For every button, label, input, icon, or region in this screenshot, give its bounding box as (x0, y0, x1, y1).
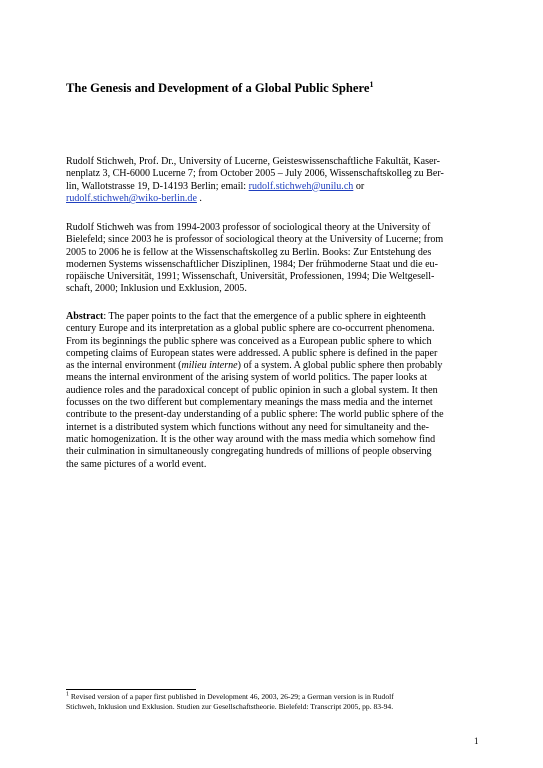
bio-line: modernen Systems wissenschaftlicher Disziplinen, 1984; Der frühmoderne Staat und die eu- (66, 258, 438, 270)
footnote-text: Revised version of a paper first published in Development 46, 2003, 26-29; a German version is in Rudolf (69, 692, 394, 701)
author-info-or: or (353, 180, 365, 192)
paper-title (66, 80, 486, 96)
author-info-line: Rudolf Stichweh, Prof. Dr., University of Lucerne, Geisteswissenschaftliche Fakultät, Kaser- (66, 156, 440, 167)
abstract-first-line-text: : The paper points to the fact that the emergence of a public sphere in eighteenth (103, 311, 426, 322)
author-info-line (66, 181, 482, 193)
bio-line: 2005 to 2006 he is fellow at the Wissenschaftskolleg zu Berlin. Books: Zur Entstehung des (66, 246, 432, 258)
footnote-line: Stichweh, Inklusion und Exklusion. Studien zur Gesellschaftstheorie. Bielefeld: Transcript 2005, pp. 83-94. (66, 702, 394, 711)
abstract-line: From its beginnings the public sphere was conceived as a European public sphere to which (66, 335, 432, 347)
abstract-label: Abstract (66, 311, 104, 322)
abstract-line: competing claims of European states were addressed. A public sphere is defined in the paper (66, 347, 438, 359)
bio-line: schaft, 2000; Inklusion und Exklusion, 2005. (66, 283, 247, 295)
footnote-mark: 1 (66, 691, 69, 698)
bio-line: ropäische Universität, 1991; Wissenschaft, Universität, Professionen, 1994; Die Weltgesell- (66, 271, 435, 283)
author-info-line (66, 193, 482, 205)
abstract-line: matic homogenization. It is the other way around with the mass media which somehow find (66, 433, 436, 445)
abstract-text: as the internal environment ( (66, 360, 182, 372)
author-info-period: . (196, 192, 202, 204)
abstract-line (66, 311, 482, 323)
footnote-line (66, 692, 486, 702)
title-footnote-mark[interactable]: 1 (369, 79, 374, 89)
abstract-line: their culmination in simultaneously congregating hundreds of millions of people observing (66, 446, 432, 458)
abstract-line: focusses on the two different but complementary meanings the mass media and the internet (66, 397, 433, 409)
abstract-line: century Europe and its interpretation as a global public sphere are co-occurrent phenomena. (66, 323, 435, 335)
author-address-text: lin, Wallotstrasse 19, D-14193 Berlin; email: (66, 180, 249, 192)
bio-line: Rudolf Stichweh was from 1994-2003 professor of sociological theory at the University of (66, 222, 431, 233)
page-number: 1 (474, 736, 479, 746)
footnote (66, 692, 486, 712)
author-info-line: nenplatz 3, CH-6000 Lucerne 7; from October 2005 – July 2006, Wissenschaftskolleg zu Ber- (66, 168, 444, 180)
bio-line: Bielefeld; since 2003 he is professor of sociological theory at the University of Lucerne; from (66, 234, 444, 246)
author-info (66, 156, 482, 205)
author-bio (66, 222, 482, 296)
abstract (66, 311, 482, 471)
abstract-line: contribute to the present-day understanding of a public sphere: The world public sphere of the (66, 409, 444, 421)
paper-title-text: The Genesis and Development of a Global Public Sphere (66, 81, 370, 95)
abstract-line: internet is a distributed system which functions without any need for simultaneity and the- (66, 421, 430, 433)
footnote-divider (66, 689, 196, 690)
abstract-line (66, 360, 482, 372)
abstract-line: audience roles and the paradoxical concept of public opinion in such a global system. It then (66, 384, 438, 396)
email-link-unilu[interactable]: rudolf.stichweh@unilu.ch (248, 180, 354, 192)
abstract-text: ) of a system. A global public sphere then probably (237, 360, 443, 372)
milieu-interne-term: milieu interne (181, 360, 238, 372)
abstract-line: the same pictures of a world event. (66, 458, 207, 470)
email-link-wiko[interactable]: rudolf.stichweh@wiko-berlin.de (66, 192, 197, 204)
abstract-line: means the internal environment of the arising system of world politics. The paper looks at (66, 372, 428, 384)
